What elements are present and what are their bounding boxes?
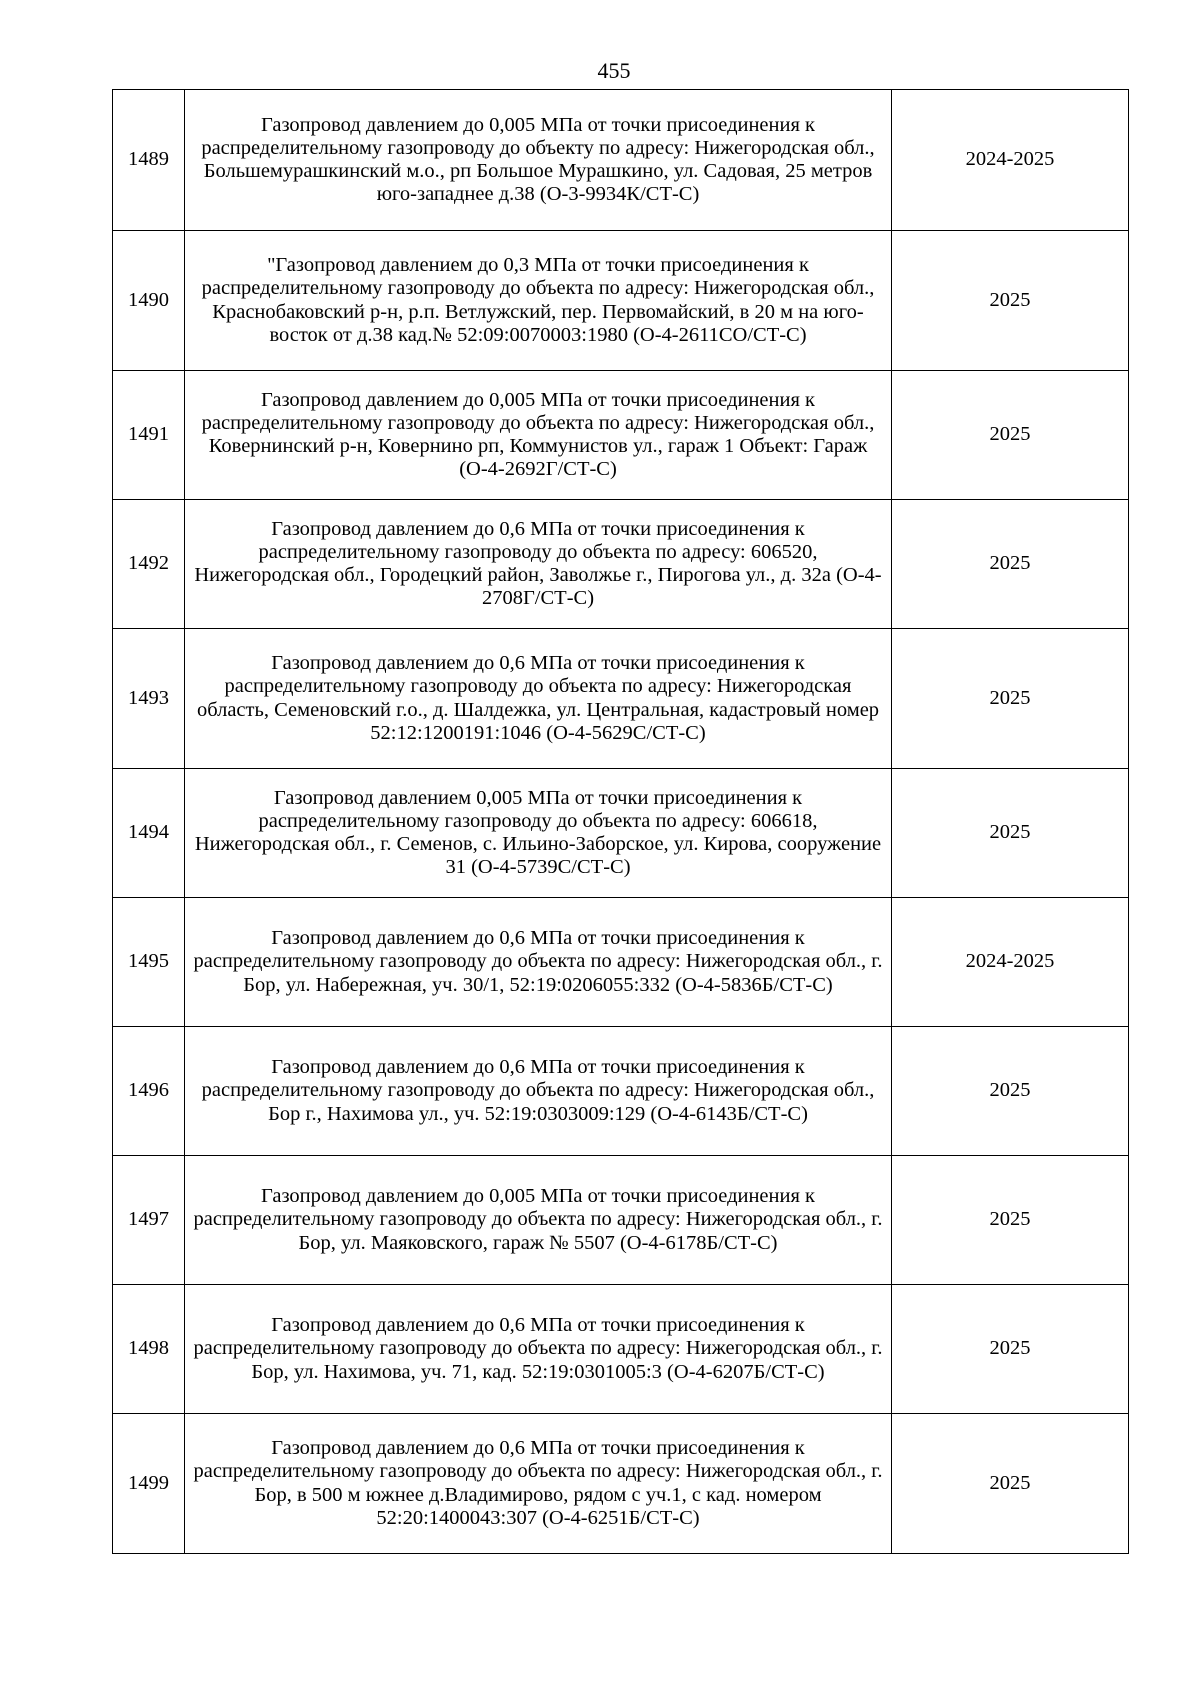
row-number: 1499 [113, 1414, 185, 1554]
row-number: 1498 [113, 1285, 185, 1414]
row-period: 2024-2025 [892, 90, 1129, 231]
table-row [113, 371, 1129, 500]
row-number: 1494 [113, 769, 185, 898]
row-description: Газопровод давлением до 0,6 МПа от точки присоединения к распределительному газопроводу до объекта по адресу: Нижегородская область, Семеновский г.о., д. Шалдежка, ул. Центральная, кадастровый номер 52:12:1200191:1046 (О-4-5629С/СТ-С) [185, 629, 892, 769]
row-description: Газопровод давлением до 0,6 МПа от точки присоединения к распределительному газопроводу до объекта по адресу: Нижегородская обл., г. Бор, ул. Нахимова, уч. 71, кад. 52:19:0301005:3 (О-4-6207Б/СТ-С) [185, 1285, 892, 1414]
row-number: 1490 [113, 231, 185, 371]
row-period: 2025 [892, 1027, 1129, 1156]
row-number: 1492 [113, 500, 185, 629]
row-number: 1496 [113, 1027, 185, 1156]
row-period: 2025 [892, 1285, 1129, 1414]
table-row [113, 500, 1129, 629]
table-row [113, 898, 1129, 1027]
row-description: Газопровод давлением до 0,6 МПа от точки присоединения к распределительному газопроводу до объекта по адресу: Нижегородская обл., г. Бор, в 500 м южнее д.Владимирово, рядом с уч.1, с кад. номером 52:20:1400043:307 (О-4-6251Б/СТ-С) [185, 1414, 892, 1554]
table-row [113, 1414, 1129, 1554]
table-row [113, 231, 1129, 371]
table-row [113, 769, 1129, 898]
table-row [113, 1156, 1129, 1285]
page-number: 455 [597, 58, 631, 83]
row-number: 1495 [113, 898, 185, 1027]
row-period: 2025 [892, 1414, 1129, 1554]
row-description: Газопровод давлением до 0,005 МПа от точки присоединения к распределительному газопроводу до объекту по адресу: Нижегородская обл., Большемурашкинский м.о., рп Большое Мурашкино, ул. Садовая, 25 метров юго-западнее д.38 (О-3-9934К/СТ-С) [185, 90, 892, 231]
row-description: Газопровод давлением до 0,6 МПа от точки присоединения к распределительному газопроводу до объекта по адресу: Нижегородская обл., г. Бор, ул. Набережная, уч. 30/1, 52:19:0206055:332 (О-4-5836Б/СТ-С) [185, 898, 892, 1027]
row-number: 1493 [113, 629, 185, 769]
table-row [113, 90, 1129, 231]
row-period: 2025 [892, 371, 1129, 500]
table-row [113, 1027, 1129, 1156]
row-period: 2025 [892, 1156, 1129, 1285]
row-period: 2024-2025 [892, 898, 1129, 1027]
row-description: Газопровод давлением до 0,6 МПа от точки присоединения к распределительному газопроводу до объекта по адресу: 606520, Нижегородская обл., Городецкий район, Заволжье г., Пирогова ул., д. 32а (О-4-2708Г/СТ-С) [185, 500, 892, 629]
row-period: 2025 [892, 769, 1129, 898]
row-period: 2025 [892, 231, 1129, 371]
row-description: Газопровод давлением до 0,005 МПа от точки присоединения к распределительному газопроводу до объекта по адресу: Нижегородская обл., Ковернинский р-н, Ковернино рп, Коммунистов ул., гараж 1 Объект: Гараж (О-4-2692Г/СТ-С) [185, 371, 892, 500]
row-number: 1497 [113, 1156, 185, 1285]
table-row [113, 1285, 1129, 1414]
table-row [113, 629, 1129, 769]
row-period: 2025 [892, 500, 1129, 629]
row-description: Газопровод давлением 0,005 МПа от точки присоединения к распределительному газопроводу до объекта по адресу: 606618, Нижегородская обл., г. Семенов, с. Ильино-Заборское, ул. Кирова, сооружение 31 (О-4-5739С/СТ-С) [185, 769, 892, 898]
row-number: 1489 [113, 90, 185, 231]
row-number: 1491 [113, 371, 185, 500]
row-period: 2025 [892, 629, 1129, 769]
gas-pipeline-table [112, 89, 1129, 1554]
row-description: Газопровод давлением до 0,005 МПа от точки присоединения к распределительному газопроводу до объекта по адресу: Нижегородская обл., г. Бор, ул. Маяковского, гараж № 5507 (О-4-6178Б/СТ-С) [185, 1156, 892, 1285]
row-description: "Газопровод давлением до 0,3 МПа от точки присоединения к распределительному газопроводу до объекта по адресу: Нижегородская обл., Краснобаковский р-н, р.п. Ветлужский, пер. Первомайский, в 20 м на юго-восток от д.38 кад.№ 52:09:0070003:1980 (О-4-2611СО/СТ-С) [185, 231, 892, 371]
row-description: Газопровод давлением до 0,6 МПа от точки присоединения к распределительному газопроводу до объекта по адресу: Нижегородская обл., Бор г., Нахимова ул., уч. 52:19:0303009:129 (О-4-6143Б/СТ-С) [185, 1027, 892, 1156]
